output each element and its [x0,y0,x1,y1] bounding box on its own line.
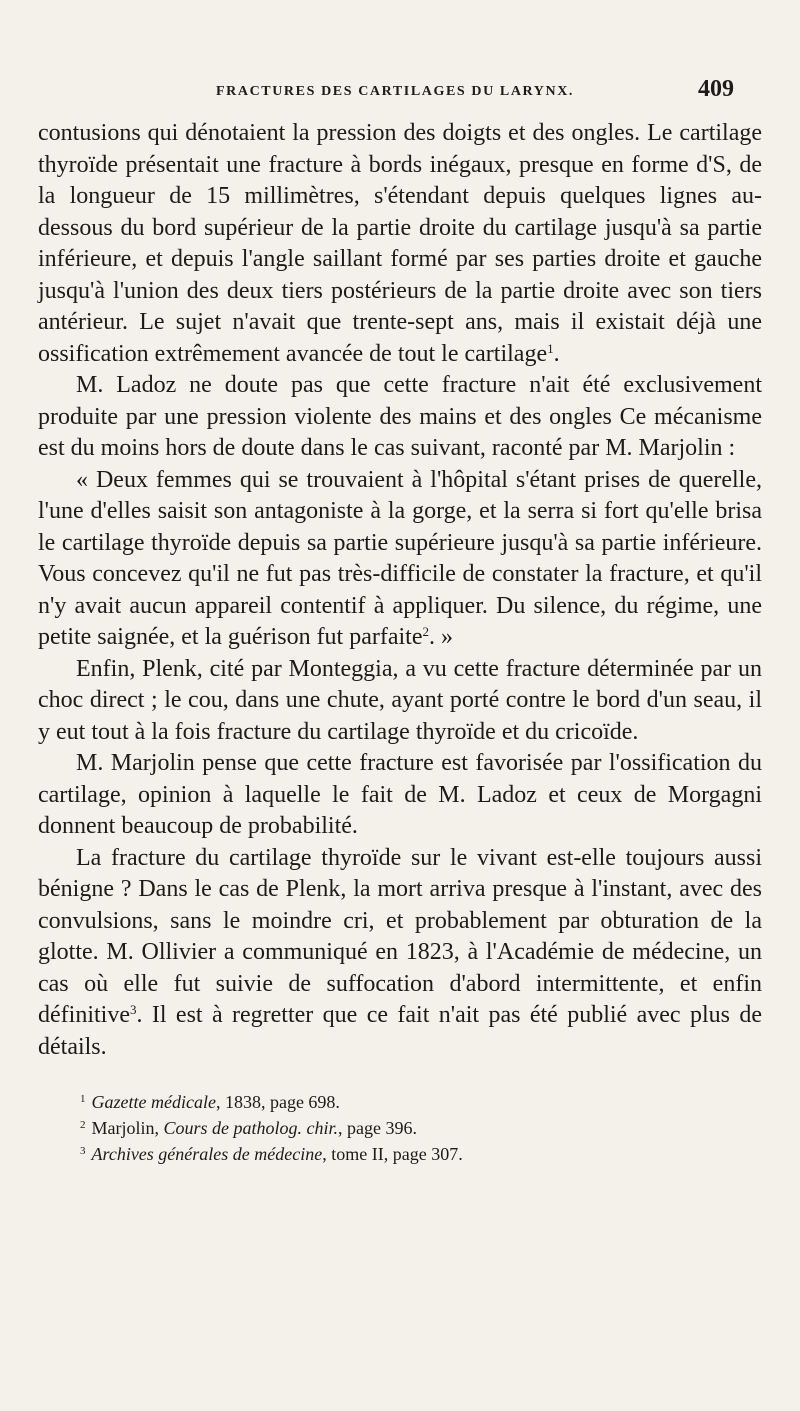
footnote-reference: 3 [129,1002,137,1017]
paragraph-text: contusions qui dénotaient la pression des doigts et des ongles. Le cartilage thyroïde présentait une fracture à bords inégaux, presque en forme d'S, de la longueur de 15 millimètres, s'étendant depuis quelques lignes au-dessous du bord supérieur de la partie droite du cartilage jusqu'à sa partie inférieure, et depuis l'angle saillant formé par ses parties droite et gauche jusqu'à l'union des deux tiers postérieurs de la partie droite avec son tiers antérieur. Le sujet n'avait que trente-sept ans, mais il existait déjà une ossification extrêmement avancée de tout le cartilage [38,120,762,367]
paragraph-text: . [553,340,560,367]
page-number: 409 [698,76,734,102]
running-title: FRACTURES DES CARTILAGES DU LARYNX. [216,84,575,99]
footnote-text: , 1838, page 698. [215,1092,340,1112]
paragraph [38,748,762,843]
paragraph [38,370,762,465]
footnote [80,1089,762,1115]
paragraph [38,843,762,1064]
footnote-source-title: Archives générales de médecine [91,1144,323,1164]
paragraph-text: La fracture du cartilage thyroïde sur le vivant est-elle toujours aussi bénigne ? Dans le cas de Plenk, la mort arriva presque à l'instant, avec des convulsions, sans le moindre cri, et probablement par obturation de la glotte. M. Ollivier a communiqué en 1823, à l'Académie de médecine, un cas où elle fut suivie de suffocation d'abord intermittente, et enfin définitive [38,844,762,1028]
footnote [80,1141,762,1167]
paragraph-text: . » [429,624,454,650]
footnote-mark: 1 [80,1093,86,1105]
paragraph [38,118,762,370]
footnote-text: , page 396. [338,1118,417,1138]
paragraph-text: M. Ladoz ne doute pas que cette fracture n'ait été exclusivement produite par une pression violente des mains et des ongles Ce mécanisme est du moins hors de doute dans le cas suivant, raconté par M. Marjolin : [38,372,762,461]
footnote-mark: 2 [80,1119,86,1131]
footnote-reference: 2 [422,624,430,639]
paragraph-text: . Il est à regretter que ce fait n'ait pas été publié avec plus de détails. [38,1002,762,1060]
paragraph-text: « Deux femmes qui se trouvaient à l'hôpital s'étant prises de querelle, l'une d'elles saisit son antagoniste à la gorge, et la serra si fort qu'elle brisa le cartilage thyroïde depuis sa partie supérieure jusqu'à sa partie inférieure. Vous concevez qu'il ne fut pas très-difficile de constater la fracture, et qu'il n'y avait aucun appareil contentif à appliquer. Du silence, du régime, une petite saignée, et la guérison fut parfaite [38,466,762,650]
body-text [38,118,762,1063]
paragraph-text: M. Marjolin pense que cette fracture est favorisée par l'ossification du cartilage, opinion à laquelle le fait de M. Ladoz et ceux de Morgagni donnent beaucoup de probabilité. [38,750,762,839]
footnote-mark: 3 [80,1145,86,1157]
footnote-text: , tome II, page 307. [322,1144,463,1164]
footnote-text: Marjolin, [91,1118,164,1138]
footnote-reference: 1 [547,340,554,356]
footnotes [38,1089,762,1167]
page-header [38,74,762,118]
paragraph [38,465,762,654]
footnote-source-title: Gazette médicale [91,1092,216,1112]
paragraph [38,654,762,749]
footnote-source-title: Cours de patholog. chir. [163,1118,339,1138]
footnote [80,1115,762,1141]
paragraph-text: Enfin, Plenk, cité par Monteggia, a vu cette fracture déterminée par un choc direct ; le cou, dans une chute, ayant porté contre le bord d'un seau, il y eut tout à la fois fracture du cartilage thyroïde et du cricoïde. [38,655,762,745]
